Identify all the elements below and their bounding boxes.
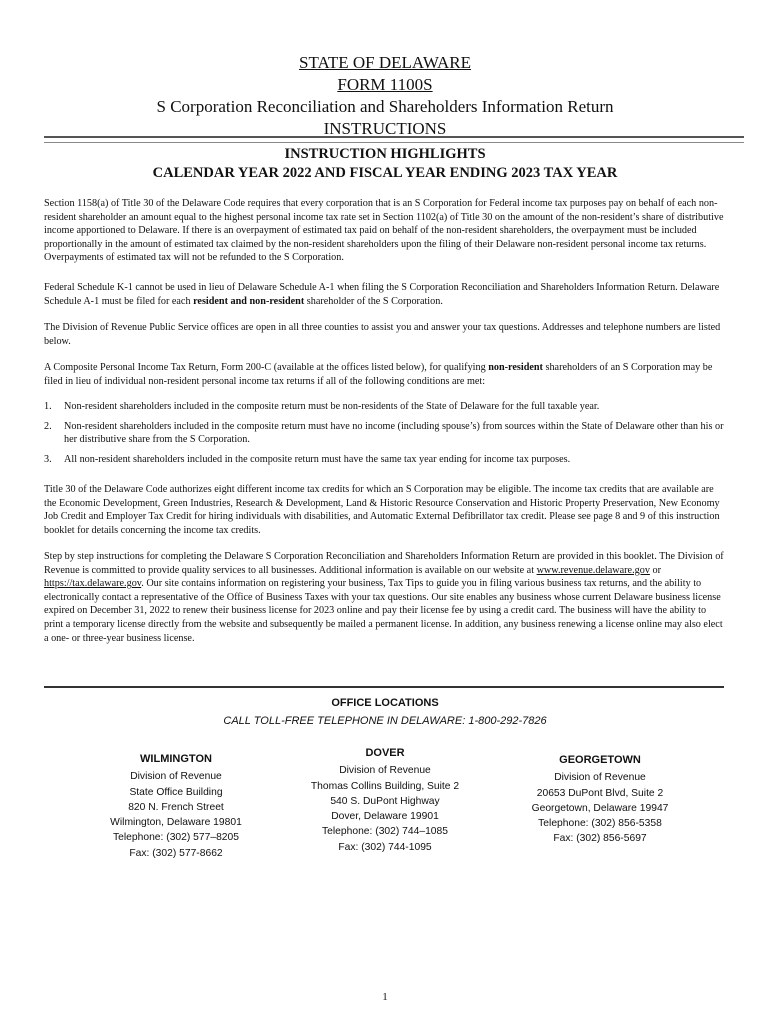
list-number: 3. — [44, 453, 52, 465]
page-number: 1 — [382, 991, 388, 1003]
office-georgetown: GEORGETOWN Division of Revenue 20653 DuPont Blvd, Suite 2 Georgetown, Delaware 19947 Telephone: (302) 856-5358 Fax: (302) 856-5697 — [520, 753, 680, 847]
paragraph-section-1158: Section 1158(a) of Title 30 of the Delaware Code requires that every corporation that is an S Corporation for Federal income tax purposes pay on behalf of each non-resident shareholder an amount equal to the highest personal income tax rate set in Section 1102(a) of Title 30 on the amount of the non-resident’s share of distributive income apportioned to Delaware. If there is an overpayment of estimated tax paid on behalf of the non-resident shareholders, the overpayment must be included proportionally in the amount of estimated tax claimed by the non-resident shareholders upon the filing of their Delaware non-resident personal income tax returns. Overpayments of estimated tax will not be refunded to the S Corporation. — [44, 198, 724, 264]
office-name: DOVER — [365, 747, 405, 759]
paragraph-public-service: The Division of Revenue Public Service offices are open in all three counties to assist you and answer your tax questions. Addresses and telephone numbers are listed below. — [44, 322, 721, 347]
form-name: S Corporation Reconciliation and Shareholders Information Return — [156, 97, 614, 116]
revenue-website-link[interactable]: www.revenue.delaware.gov — [536, 564, 650, 576]
highlights-heading — [0, 145, 770, 183]
list-item — [44, 453, 726, 467]
paragraph-online-services: Step by step instructions for completing the Delaware S Corporation Reconciliation and Shareholders Information Return are provided in this booklet. The Division of Revenue is committed to provide quality services to all businesses. Additional information is available on our website at www.revenue.delaware.gov or https://tax.delaware.gov. Our site contains information on registering your business, Tax Tips to guide you in filing various business tax returns, and the ability to electronically contact a representative of the Office of Business Taxes with your tax questions. Our site enables any business whose current Delaware business license expired on December 31, 2022 to renew their business license for 2023 online and pay their license fee by using a credit card. The business will have the ability to print a temporary license directly from the website and subsequently be mailed a permanent license. In addition, any business renewing a license online may also elect a one- or three-year business license. — [44, 551, 724, 644]
office-name: GEORGETOWN — [559, 754, 641, 766]
form-title-block — [0, 52, 770, 140]
list-number: 1. — [44, 401, 52, 412]
office-dover: DOVER Division of Revenue Thomas Collins Building, Suite 2 540 S. DuPont Highway Dover, Delaware 19901 Telephone: (302) 744–1085 Fax: (302) 744-1095 — [300, 746, 470, 855]
office-locations-title: OFFICE LOCATIONS — [331, 697, 439, 709]
list-text: Non-resident shareholders included in the composite return must have no income (including spouse’s) from sources within the State of Delaware other than his or her distributive share from the S Corporation. — [64, 420, 724, 446]
office-name: WILMINGTON — [140, 753, 212, 765]
header-divider — [44, 136, 744, 143]
state-title: STATE OF DELAWARE — [299, 53, 471, 72]
tax-website-link[interactable]: https://tax.delaware.gov — [44, 578, 142, 590]
list-number: 2. — [44, 420, 52, 432]
list-item — [44, 420, 726, 447]
form-number: FORM 1100S — [337, 75, 433, 94]
highlights-title: INSTRUCTION HIGHLIGHTS — [284, 146, 486, 162]
tax-year-title: CALENDAR YEAR 2022 AND FISCAL YEAR ENDING 2023 TAX YEAR — [152, 165, 618, 181]
list-text: Non-resident shareholders included in the composite return must be non-residents of the State of Delaware for the full taxable year. — [64, 401, 600, 412]
paragraph-tax-credits: Title 30 of the Delaware Code authorizes eight different income tax credits for which an S Corporation may be eligible. The income tax credits that are available are the Economic Development, Green Industries, Research & Development, Land & Historic Resource Conservation and Historic Property Preservation, New Economy Job Credit and Employer Tax Credit for hiring individuals with disabilities, and Automatic External Defibrillator tax credit. Please see page 8 and 9 of this instruction booklet for details concerning the income tax credits. — [44, 484, 720, 536]
paragraph-schedule-k1: Federal Schedule K-1 cannot be used in lieu of Delaware Schedule A-1 when filing the S Corporation Reconciliation and Shareholders Information Return. Delaware Schedule A-1 must be filed for each resident and non-resident shareholder of the S Corporation. — [44, 282, 720, 307]
toll-free-phone: CALL TOLL-FREE TELEPHONE IN DELAWARE: 1-800-292-7826 — [223, 715, 547, 727]
list-text: All non-resident shareholders included in the composite return must have the same tax year ending for income tax purposes. — [64, 453, 571, 465]
paragraph-composite-return: A Composite Personal Income Tax Return, Form 200-C (available at the offices listed below), for qualifying non-resident shareholders of an S Corporation may be filed in lieu of individual non-resident personal income tax returns if all of the following conditions are met: — [44, 362, 713, 387]
instructions-heading: INSTRUCTIONS — [323, 119, 447, 138]
list-item — [44, 400, 726, 414]
conditions-list — [44, 400, 726, 472]
section-divider — [44, 686, 724, 688]
office-wilmington: WILMINGTON Division of Revenue State Office Building 820 N. French Street Wilmington, Delaware 19801 Telephone: (302) 577–8205 Fax: (302) 577-8662 — [96, 752, 256, 861]
